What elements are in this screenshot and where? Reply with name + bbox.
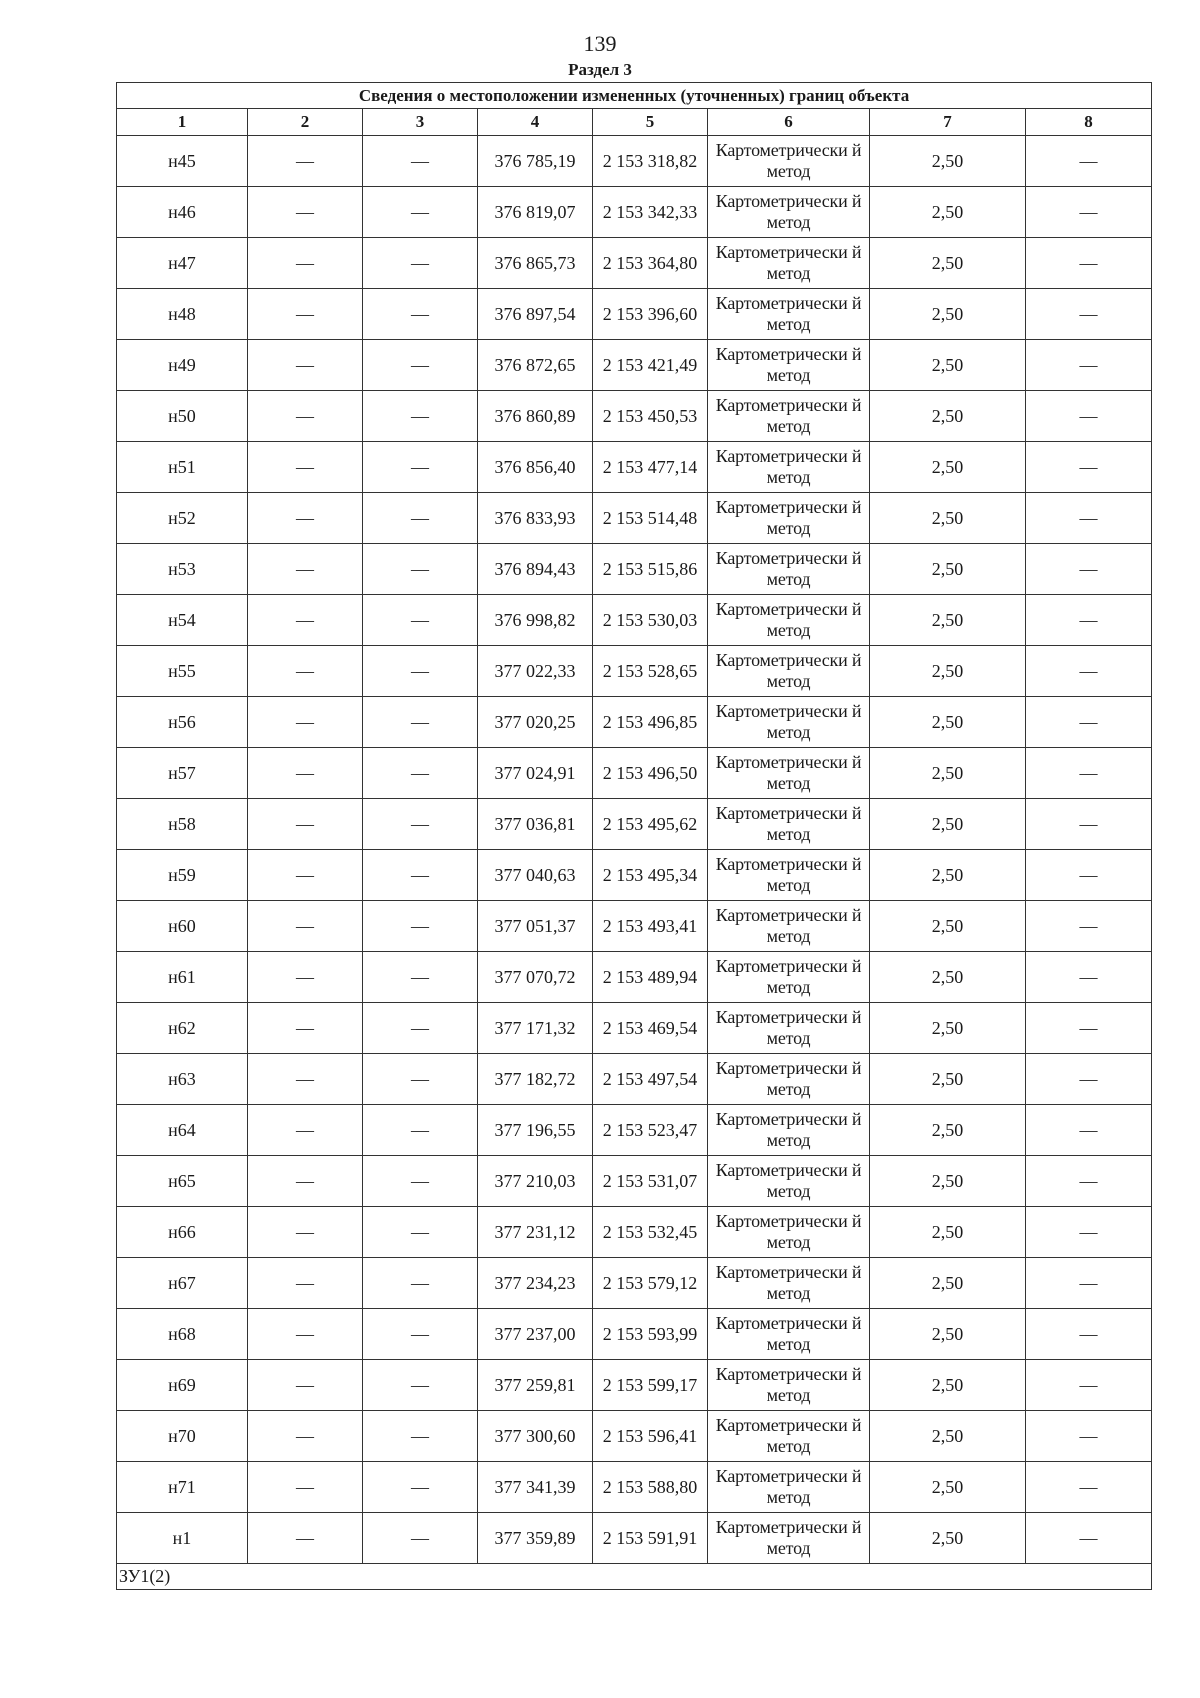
table-row <box>117 136 1152 187</box>
accuracy-cell: 2,50 <box>870 799 1026 850</box>
y-coordinate-cell: 2 153 515,86 <box>593 544 708 595</box>
accuracy-cell: 2,50 <box>870 1462 1026 1513</box>
x-coordinate-cell: 377 171,32 <box>478 1003 593 1054</box>
method-cell: Картометрически й метод <box>708 340 870 391</box>
col3-value-cell: — <box>363 1054 478 1105</box>
col2-value-cell: — <box>248 1513 363 1564</box>
col3-value-cell: — <box>363 187 478 238</box>
col3-value-cell: — <box>363 1258 478 1309</box>
column-header-1: 1 <box>117 109 248 136</box>
col2-value-cell: — <box>248 391 363 442</box>
method-cell: Картометрически й метод <box>708 1360 870 1411</box>
col3-value-cell: — <box>363 442 478 493</box>
point-label-cell: н56 <box>117 697 248 748</box>
col3-value-cell: — <box>363 595 478 646</box>
column-header-7: 7 <box>870 109 1026 136</box>
method-cell: Картометрически й метод <box>708 1054 870 1105</box>
point-label-cell: н55 <box>117 646 248 697</box>
x-coordinate-cell: 376 872,65 <box>478 340 593 391</box>
col3-value-cell: — <box>363 697 478 748</box>
table-footer-label: ЗУ1(2) <box>117 1564 1152 1590</box>
table-row <box>117 1258 1152 1309</box>
table-row <box>117 1411 1152 1462</box>
accuracy-cell: 2,50 <box>870 952 1026 1003</box>
x-coordinate-cell: 377 359,89 <box>478 1513 593 1564</box>
y-coordinate-cell: 2 153 364,80 <box>593 238 708 289</box>
col2-value-cell: — <box>248 1462 363 1513</box>
col8-value-cell: — <box>1026 1156 1152 1207</box>
col2-value-cell: — <box>248 544 363 595</box>
col8-value-cell: — <box>1026 595 1152 646</box>
accuracy-cell: 2,50 <box>870 748 1026 799</box>
point-label-cell: н67 <box>117 1258 248 1309</box>
accuracy-cell: 2,50 <box>870 442 1026 493</box>
column-header-row <box>117 109 1152 136</box>
point-label-cell: н71 <box>117 1462 248 1513</box>
column-header-8: 8 <box>1026 109 1152 136</box>
column-header-5: 5 <box>593 109 708 136</box>
method-cell: Картометрически й метод <box>708 1207 870 1258</box>
method-cell: Картометрически й метод <box>708 952 870 1003</box>
col8-value-cell: — <box>1026 1207 1152 1258</box>
table-row <box>117 901 1152 952</box>
column-header-6: 6 <box>708 109 870 136</box>
accuracy-cell: 2,50 <box>870 1309 1026 1360</box>
method-cell: Картометрически й метод <box>708 748 870 799</box>
table-row <box>117 646 1152 697</box>
accuracy-cell: 2,50 <box>870 544 1026 595</box>
accuracy-cell: 2,50 <box>870 289 1026 340</box>
col8-value-cell: — <box>1026 1003 1152 1054</box>
col2-value-cell: — <box>248 187 363 238</box>
table-row <box>117 952 1152 1003</box>
accuracy-cell: 2,50 <box>870 1156 1026 1207</box>
x-coordinate-cell: 377 022,33 <box>478 646 593 697</box>
x-coordinate-cell: 376 860,89 <box>478 391 593 442</box>
accuracy-cell: 2,50 <box>870 1360 1026 1411</box>
x-coordinate-cell: 377 234,23 <box>478 1258 593 1309</box>
col2-value-cell: — <box>248 799 363 850</box>
y-coordinate-cell: 2 153 496,50 <box>593 748 708 799</box>
col2-value-cell: — <box>248 493 363 544</box>
x-coordinate-cell: 377 231,12 <box>478 1207 593 1258</box>
method-cell: Картометрически й метод <box>708 289 870 340</box>
col8-value-cell: — <box>1026 1105 1152 1156</box>
col8-value-cell: — <box>1026 544 1152 595</box>
table-body <box>117 136 1152 1564</box>
x-coordinate-cell: 377 070,72 <box>478 952 593 1003</box>
accuracy-cell: 2,50 <box>870 187 1026 238</box>
method-cell: Картометрически й метод <box>708 391 870 442</box>
point-label-cell: н65 <box>117 1156 248 1207</box>
point-label-cell: н45 <box>117 136 248 187</box>
col3-value-cell: — <box>363 289 478 340</box>
col2-value-cell: — <box>248 442 363 493</box>
accuracy-cell: 2,50 <box>870 595 1026 646</box>
col2-value-cell: — <box>248 1156 363 1207</box>
point-label-cell: н66 <box>117 1207 248 1258</box>
col2-value-cell: — <box>248 289 363 340</box>
col2-value-cell: — <box>248 1105 363 1156</box>
x-coordinate-cell: 377 341,39 <box>478 1462 593 1513</box>
point-label-cell: н68 <box>117 1309 248 1360</box>
column-header-4: 4 <box>478 109 593 136</box>
y-coordinate-cell: 2 153 469,54 <box>593 1003 708 1054</box>
method-cell: Картометрически й метод <box>708 136 870 187</box>
x-coordinate-cell: 376 894,43 <box>478 544 593 595</box>
col2-value-cell: — <box>248 1003 363 1054</box>
col2-value-cell: — <box>248 901 363 952</box>
table-row <box>117 1054 1152 1105</box>
point-label-cell: н61 <box>117 952 248 1003</box>
method-cell: Картометрически й метод <box>708 1003 870 1054</box>
accuracy-cell: 2,50 <box>870 697 1026 748</box>
point-label-cell: н60 <box>117 901 248 952</box>
accuracy-cell: 2,50 <box>870 1411 1026 1462</box>
x-coordinate-cell: 376 897,54 <box>478 289 593 340</box>
col8-value-cell: — <box>1026 238 1152 289</box>
method-cell: Картометрически й метод <box>708 850 870 901</box>
col2-value-cell: — <box>248 646 363 697</box>
col2-value-cell: — <box>248 1360 363 1411</box>
method-cell: Картометрически й метод <box>708 238 870 289</box>
page-number: 139 <box>583 31 617 56</box>
method-cell: Картометрически й метод <box>708 799 870 850</box>
accuracy-cell: 2,50 <box>870 1054 1026 1105</box>
table-row <box>117 799 1152 850</box>
accuracy-cell: 2,50 <box>870 391 1026 442</box>
table-row <box>117 1462 1152 1513</box>
point-label-cell: н51 <box>117 442 248 493</box>
table-row <box>117 544 1152 595</box>
col3-value-cell: — <box>363 646 478 697</box>
method-cell: Картометрически й метод <box>708 1258 870 1309</box>
table-row <box>117 442 1152 493</box>
col3-value-cell: — <box>363 1309 478 1360</box>
col8-value-cell: — <box>1026 1411 1152 1462</box>
boundary-table <box>116 82 1152 1590</box>
x-coordinate-cell: 376 785,19 <box>478 136 593 187</box>
col2-value-cell: — <box>248 1411 363 1462</box>
x-coordinate-cell: 377 196,55 <box>478 1105 593 1156</box>
y-coordinate-cell: 2 153 496,85 <box>593 697 708 748</box>
point-label-cell: н50 <box>117 391 248 442</box>
y-coordinate-cell: 2 153 599,17 <box>593 1360 708 1411</box>
column-header-2: 2 <box>248 109 363 136</box>
point-label-cell: н53 <box>117 544 248 595</box>
accuracy-cell: 2,50 <box>870 1258 1026 1309</box>
col3-value-cell: — <box>363 799 478 850</box>
accuracy-cell: 2,50 <box>870 901 1026 952</box>
x-coordinate-cell: 376 856,40 <box>478 442 593 493</box>
col8-value-cell: — <box>1026 901 1152 952</box>
accuracy-cell: 2,50 <box>870 1105 1026 1156</box>
method-cell: Картометрически й метод <box>708 1105 870 1156</box>
y-coordinate-cell: 2 153 495,34 <box>593 850 708 901</box>
y-coordinate-cell: 2 153 523,47 <box>593 1105 708 1156</box>
col2-value-cell: — <box>248 238 363 289</box>
y-coordinate-cell: 2 153 342,33 <box>593 187 708 238</box>
col8-value-cell: — <box>1026 697 1152 748</box>
accuracy-cell: 2,50 <box>870 1513 1026 1564</box>
y-coordinate-cell: 2 153 318,82 <box>593 136 708 187</box>
method-cell: Картометрически й метод <box>708 1513 870 1564</box>
table-row <box>117 748 1152 799</box>
point-label-cell: н70 <box>117 1411 248 1462</box>
col8-value-cell: — <box>1026 1258 1152 1309</box>
col3-value-cell: — <box>363 901 478 952</box>
col2-value-cell: — <box>248 1258 363 1309</box>
method-cell: Картометрически й метод <box>708 187 870 238</box>
col2-value-cell: — <box>248 1207 363 1258</box>
point-label-cell: н58 <box>117 799 248 850</box>
table-row <box>117 1105 1152 1156</box>
table-row <box>117 238 1152 289</box>
col3-value-cell: — <box>363 1003 478 1054</box>
point-label-cell: н1 <box>117 1513 248 1564</box>
point-label-cell: н48 <box>117 289 248 340</box>
col3-value-cell: — <box>363 1156 478 1207</box>
col8-value-cell: — <box>1026 1054 1152 1105</box>
col3-value-cell: — <box>363 238 478 289</box>
col2-value-cell: — <box>248 340 363 391</box>
table-row <box>117 1003 1152 1054</box>
y-coordinate-cell: 2 153 588,80 <box>593 1462 708 1513</box>
col3-value-cell: — <box>363 1513 478 1564</box>
col8-value-cell: — <box>1026 1360 1152 1411</box>
y-coordinate-cell: 2 153 495,62 <box>593 799 708 850</box>
y-coordinate-cell: 2 153 493,41 <box>593 901 708 952</box>
x-coordinate-cell: 377 237,00 <box>478 1309 593 1360</box>
table-row <box>117 391 1152 442</box>
col8-value-cell: — <box>1026 391 1152 442</box>
col2-value-cell: — <box>248 850 363 901</box>
y-coordinate-cell: 2 153 450,53 <box>593 391 708 442</box>
table-row <box>117 1309 1152 1360</box>
x-coordinate-cell: 377 036,81 <box>478 799 593 850</box>
col3-value-cell: — <box>363 850 478 901</box>
col8-value-cell: — <box>1026 1513 1152 1564</box>
x-coordinate-cell: 377 210,03 <box>478 1156 593 1207</box>
y-coordinate-cell: 2 153 596,41 <box>593 1411 708 1462</box>
table-row <box>117 1513 1152 1564</box>
point-label-cell: н52 <box>117 493 248 544</box>
col2-value-cell: — <box>248 697 363 748</box>
x-coordinate-cell: 377 300,60 <box>478 1411 593 1462</box>
x-coordinate-cell: 376 998,82 <box>478 595 593 646</box>
col3-value-cell: — <box>363 1411 478 1462</box>
table-row <box>117 340 1152 391</box>
accuracy-cell: 2,50 <box>870 646 1026 697</box>
table-row <box>117 493 1152 544</box>
col3-value-cell: — <box>363 340 478 391</box>
point-label-cell: н62 <box>117 1003 248 1054</box>
accuracy-cell: 2,50 <box>870 136 1026 187</box>
col2-value-cell: — <box>248 1309 363 1360</box>
y-coordinate-cell: 2 153 530,03 <box>593 595 708 646</box>
col8-value-cell: — <box>1026 799 1152 850</box>
point-label-cell: н46 <box>117 187 248 238</box>
method-cell: Картометрически й метод <box>708 544 870 595</box>
point-label-cell: н69 <box>117 1360 248 1411</box>
y-coordinate-cell: 2 153 421,49 <box>593 340 708 391</box>
method-cell: Картометрически й метод <box>708 646 870 697</box>
x-coordinate-cell: 376 865,73 <box>478 238 593 289</box>
table-caption: Сведения о местоположении измененных (уточненных) границ объекта <box>117 83 1152 109</box>
col8-value-cell: — <box>1026 493 1152 544</box>
method-cell: Картометрически й метод <box>708 697 870 748</box>
y-coordinate-cell: 2 153 528,65 <box>593 646 708 697</box>
y-coordinate-cell: 2 153 532,45 <box>593 1207 708 1258</box>
method-cell: Картометрически й метод <box>708 1462 870 1513</box>
table-row <box>117 187 1152 238</box>
accuracy-cell: 2,50 <box>870 340 1026 391</box>
col8-value-cell: — <box>1026 1309 1152 1360</box>
x-coordinate-cell: 376 819,07 <box>478 187 593 238</box>
point-label-cell: н59 <box>117 850 248 901</box>
col2-value-cell: — <box>248 748 363 799</box>
col8-value-cell: — <box>1026 136 1152 187</box>
method-cell: Картометрически й метод <box>708 1411 870 1462</box>
point-label-cell: н47 <box>117 238 248 289</box>
point-label-cell: н54 <box>117 595 248 646</box>
accuracy-cell: 2,50 <box>870 1003 1026 1054</box>
method-cell: Картометрически й метод <box>708 442 870 493</box>
col3-value-cell: — <box>363 391 478 442</box>
table-row <box>117 1360 1152 1411</box>
y-coordinate-cell: 2 153 531,07 <box>593 1156 708 1207</box>
accuracy-cell: 2,50 <box>870 238 1026 289</box>
table-row <box>117 289 1152 340</box>
col8-value-cell: — <box>1026 952 1152 1003</box>
col3-value-cell: — <box>363 544 478 595</box>
col8-value-cell: — <box>1026 646 1152 697</box>
table-row <box>117 1156 1152 1207</box>
y-coordinate-cell: 2 153 579,12 <box>593 1258 708 1309</box>
table-row <box>117 697 1152 748</box>
x-coordinate-cell: 377 259,81 <box>478 1360 593 1411</box>
col3-value-cell: — <box>363 493 478 544</box>
col8-value-cell: — <box>1026 442 1152 493</box>
x-coordinate-cell: 377 182,72 <box>478 1054 593 1105</box>
col2-value-cell: — <box>248 595 363 646</box>
col8-value-cell: — <box>1026 748 1152 799</box>
col8-value-cell: — <box>1026 289 1152 340</box>
point-label-cell: н64 <box>117 1105 248 1156</box>
y-coordinate-cell: 2 153 396,60 <box>593 289 708 340</box>
x-coordinate-cell: 377 040,63 <box>478 850 593 901</box>
point-label-cell: н57 <box>117 748 248 799</box>
point-label-cell: н63 <box>117 1054 248 1105</box>
x-coordinate-cell: 377 024,91 <box>478 748 593 799</box>
method-cell: Картометрически й метод <box>708 595 870 646</box>
col3-value-cell: — <box>363 748 478 799</box>
col8-value-cell: — <box>1026 850 1152 901</box>
col8-value-cell: — <box>1026 187 1152 238</box>
col2-value-cell: — <box>248 952 363 1003</box>
x-coordinate-cell: 377 020,25 <box>478 697 593 748</box>
col8-value-cell: — <box>1026 1462 1152 1513</box>
col3-value-cell: — <box>363 1207 478 1258</box>
y-coordinate-cell: 2 153 489,94 <box>593 952 708 1003</box>
y-coordinate-cell: 2 153 514,48 <box>593 493 708 544</box>
method-cell: Картометрически й метод <box>708 493 870 544</box>
col3-value-cell: — <box>363 952 478 1003</box>
method-cell: Картометрически й метод <box>708 901 870 952</box>
accuracy-cell: 2,50 <box>870 1207 1026 1258</box>
col2-value-cell: — <box>248 136 363 187</box>
table-row <box>117 1207 1152 1258</box>
column-header-3: 3 <box>363 109 478 136</box>
x-coordinate-cell: 377 051,37 <box>478 901 593 952</box>
x-coordinate-cell: 376 833,93 <box>478 493 593 544</box>
col3-value-cell: — <box>363 1360 478 1411</box>
method-cell: Картометрически й метод <box>708 1309 870 1360</box>
accuracy-cell: 2,50 <box>870 493 1026 544</box>
y-coordinate-cell: 2 153 477,14 <box>593 442 708 493</box>
col2-value-cell: — <box>248 1054 363 1105</box>
col3-value-cell: — <box>363 1462 478 1513</box>
section-title: Раздел 3 <box>568 60 632 79</box>
col3-value-cell: — <box>363 136 478 187</box>
y-coordinate-cell: 2 153 591,91 <box>593 1513 708 1564</box>
y-coordinate-cell: 2 153 593,99 <box>593 1309 708 1360</box>
y-coordinate-cell: 2 153 497,54 <box>593 1054 708 1105</box>
table-row <box>117 850 1152 901</box>
col8-value-cell: — <box>1026 340 1152 391</box>
method-cell: Картометрически й метод <box>708 1156 870 1207</box>
point-label-cell: н49 <box>117 340 248 391</box>
table-row <box>117 595 1152 646</box>
accuracy-cell: 2,50 <box>870 850 1026 901</box>
col3-value-cell: — <box>363 1105 478 1156</box>
